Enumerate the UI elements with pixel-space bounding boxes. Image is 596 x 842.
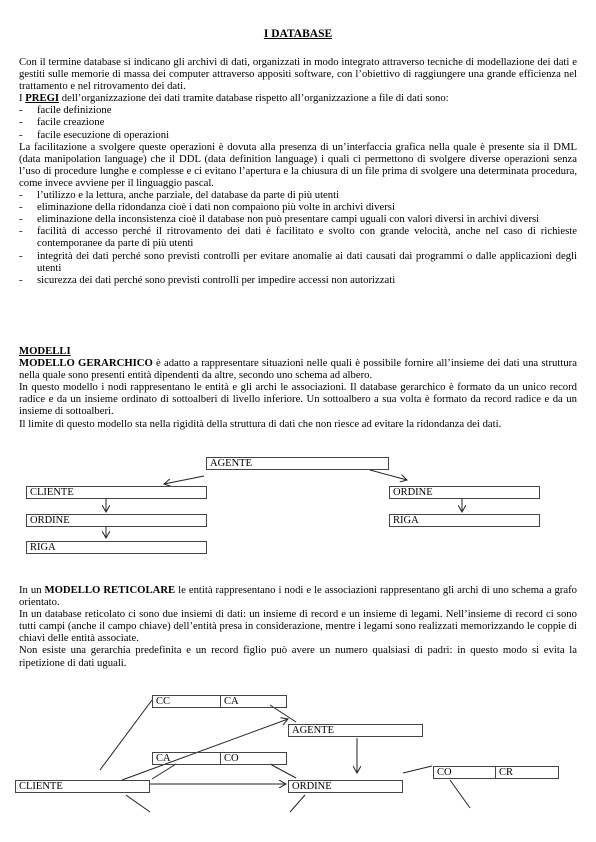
tree-node-riga-left: RIGA — [26, 541, 207, 554]
link-cr: CR — [499, 767, 514, 778]
list-dash: - — [19, 249, 23, 262]
pregi-word: PREGI — [25, 92, 60, 105]
list-item-text: facile definizione — [37, 104, 112, 117]
intro-paragraph: Con il termine database si indicano gli archivi di dati, organizzati in modo integrato attraverso tecniche di modellazione dei dati e gestiti sulle memorie di massa dei computer attraverso appositi software, con l’obiettivo di raggiungere una grande efficienza nel trattamento e nel ritrovamento dei dati. — [19, 56, 577, 93]
gerarchico-name: MODELLO GERARCHICO — [19, 357, 153, 370]
reticolare-name: MODELLO RETICOLARE — [44, 584, 176, 596]
line-ca-co-right — [270, 764, 296, 778]
line-cliente-down — [126, 795, 150, 812]
tree-node-riga-right: RIGA — [389, 514, 540, 527]
link-co: CO — [224, 753, 239, 764]
gerarchico-paragraph-3: Il limite di questo modello sta nella rigidità della struttura di dati che non riesce ad evitare la ridondanza dei dati. — [19, 417, 502, 430]
line-ca-co-left — [152, 764, 176, 779]
net-node-ordine: ORDINE — [288, 780, 403, 793]
list-dash: - — [19, 189, 23, 202]
list-dash: - — [19, 213, 23, 226]
reticolare-paragraph-2: In un database reticolato ci sono due insiemi di dati: un insieme di record e un insieme di legami. Nell’insieme di record ci sono tutti campi (anche il campo chiave) dell’entità presa in considerazione, mentre i legami sono realizzati memorizzando le coppie di chiavi delle entità associate. — [19, 608, 577, 645]
facilitazione-paragraph: La facilitazione a svolgere queste operazioni è dovuta alla presenza di un’interfaccia grafica nella quale è presente sia il DML (data manipolation language) che il DDL (data definition language) i quali ci permettono di svolgere diverse operazioni senza l’uso di procedure lunghe e complesse e ci evitano l’apertura e la chiusura di un file prima di svolgere una determinata procedura, come invece avviene per il linguaggio pascal. — [19, 140, 577, 189]
list-dash: - — [19, 128, 23, 141]
list-item-text: sicurezza dei dati perché sono previsti controlli per impedire accessi non autorizzati — [37, 273, 396, 286]
line-co-cr-left — [403, 766, 432, 773]
document-title: I DATABASE — [263, 28, 333, 40]
net-node-cliente: CLIENTE — [15, 780, 150, 793]
link-ca: CA — [224, 696, 239, 707]
list-dash: - — [19, 116, 23, 129]
list-item-text: eliminazione della ridondanza cioè i dati non compaiono più volte in archivi diversi — [37, 201, 395, 214]
list-dash: - — [19, 225, 23, 238]
arrow-agente-cliente — [164, 476, 204, 484]
tree-node-cliente: CLIENTE — [26, 486, 207, 499]
link-record-ca-co — [152, 752, 287, 765]
link-co-2: CO — [434, 767, 496, 778]
modelli-heading: MODELLI — [19, 345, 71, 357]
list-dash: - — [19, 104, 23, 117]
link-record-co-cr — [433, 766, 559, 779]
reticolare-text: le entità rappresentano i nodi e le associazioni rappresentano gli archi di uno schema a grafo orientato. — [19, 584, 577, 609]
line-cc-ca-left — [100, 700, 152, 770]
list-item-text: facilità di accesso perché il ritrovamento dei dati è facilitato e svolto con grande velocità, anche nel caso di richieste contemporanee da parte di più utenti — [37, 225, 577, 250]
link-cc: CC — [153, 696, 221, 707]
list-item-text: eliminazione della inconsistenza cioè il database non può presentare campi uguali con valori diversi in archivi diversi — [37, 213, 540, 226]
list-dash: - — [19, 273, 23, 286]
link-ca-2: CA — [153, 753, 221, 764]
tree-node-agente: AGENTE — [206, 457, 389, 470]
list-item-text: facile creazione — [37, 116, 105, 129]
list-item-text: facile esecuzione di operazioni — [37, 128, 170, 141]
line-ordine-down — [290, 795, 305, 812]
arrow-agente-ordine — [370, 470, 407, 480]
pregi-prefix: I — [19, 92, 26, 105]
list-item-text: l’utilizzo e la lettura, anche parziale, del database da parte di più utenti — [37, 189, 340, 202]
tree-node-ordine-right: ORDINE — [389, 486, 540, 499]
reticolare-prefix: In un — [19, 584, 45, 596]
arrow-cliente-agente — [122, 719, 288, 780]
link-record-cc-ca — [152, 695, 287, 708]
list-dash: - — [19, 201, 23, 214]
tree-node-ordine-left: ORDINE — [26, 514, 207, 527]
pregi-suffix: dell’organizzazione dei dati tramite database rispetto all’organizzazione a file di dati sono: — [59, 92, 449, 105]
gerarchico-text: è adatto a rappresentare situazioni nelle quali è possibile fornire all’insieme dei dati una struttura nella quale sono presenti entità dipendenti da altre, secondo uno schema ad albero. — [19, 357, 577, 382]
line-co-cr-down — [450, 780, 470, 808]
gerarchico-paragraph-2: In questo modello i nodi rappresentano le entità e gli archi le associazioni. Il database gerarchico è formato da un unico record radice e da un insieme ordinato di sottoalberi di livello inferiore. Un sottoalbero a sua volta è formato da record radice e da un insieme di sottoalberi. — [19, 381, 577, 418]
net-node-agente: AGENTE — [288, 724, 423, 737]
list-item-text: integrità dei dati perché sono previsti controlli per evitare anomalie ai dati causati dai programmi o dalle applicazioni degli utenti — [37, 249, 577, 274]
reticolare-paragraph-3: Non esiste una gerarchia predefinita e un record figlio può avere un numero qualsiasi di padri: in questo modo si evita la ripetizione di dati uguali. — [19, 644, 577, 669]
